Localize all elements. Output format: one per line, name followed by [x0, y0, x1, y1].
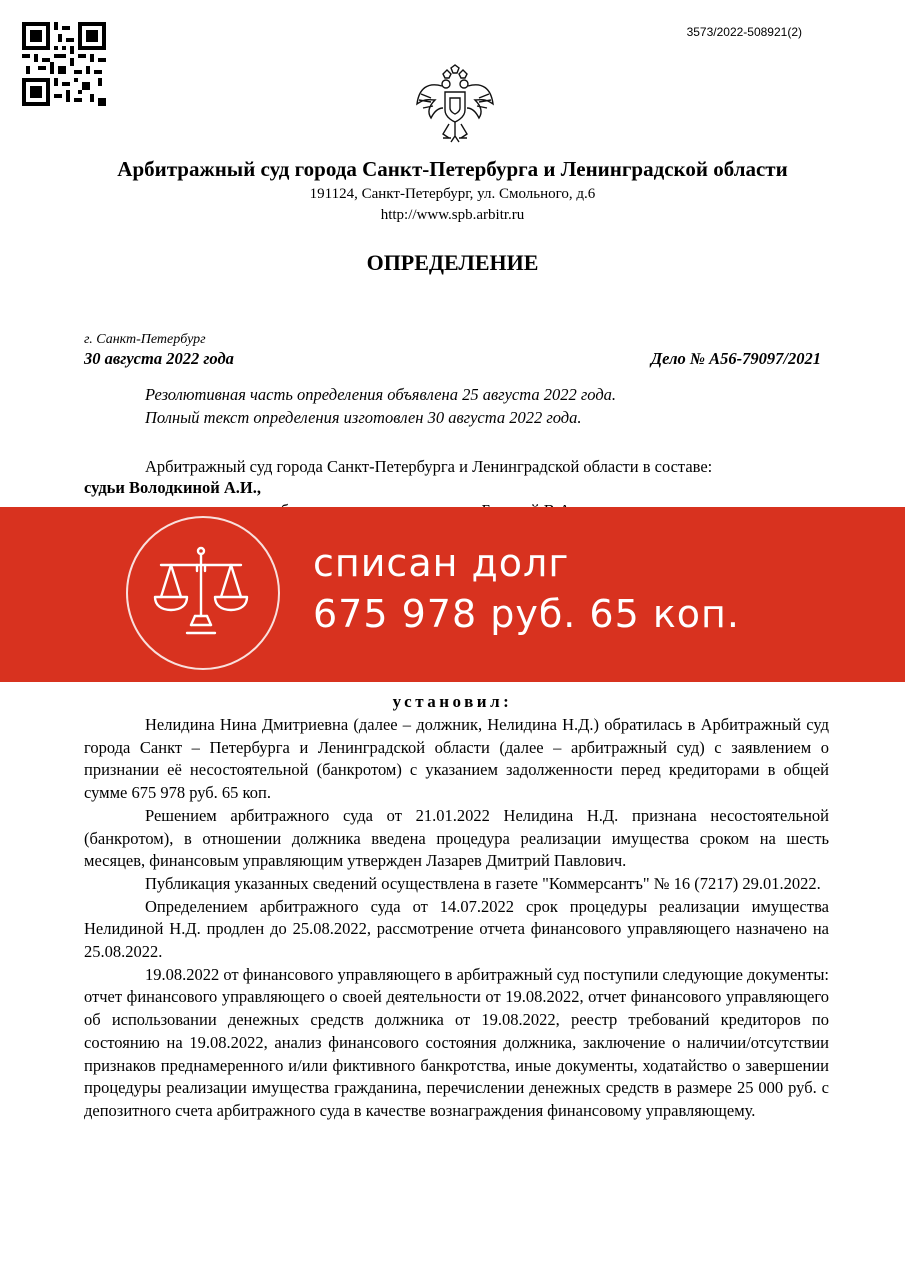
court-website: http://www.spb.arbitr.ru: [380, 207, 525, 223]
intro-line-2: Полный текст определения изготовлен 30 августа 2022 года.: [145, 408, 582, 427]
intro-block: [145, 383, 785, 429]
banner-debt-amount: 675 978 руб. 65 коп.: [313, 592, 740, 636]
paragraph: Публикация указанных сведений осуществлена в газете "Коммерсантъ" № 16 (7217) 29.01.2022.: [145, 873, 821, 893]
city: г. Санкт-Петербург: [84, 332, 206, 347]
paragraph: Нелидина Нина Дмитриевна (далее – должник, Нелидина Н.Д.) обратилась в Арбитражный суд города Санкт – Петербурга и Ленинградской области (далее – арбитражный суд) с заявлением о признании её несостоятельной (банкротом) с указанием задолженности перед кредиторами в общей сумме 675 978 руб. 65 коп.: [84, 715, 829, 803]
intro-line-1: Резолютивная часть определения объявлена 25 августа 2022 года.: [145, 385, 617, 404]
banner-line-1: списан долг: [313, 541, 570, 585]
body-text: [84, 714, 829, 1123]
court-name: Арбитражный суд города Санкт-Петербурга и Ленинградской области: [117, 157, 788, 181]
section-heading: установил:: [392, 692, 513, 711]
qr-code: [22, 22, 106, 106]
paragraph: Решением арбитражного суда от 21.01.2022 Нелидина Н.Д. признана несостоятельной (банкротом), в отношении должника введена процедура реализации имущества сроком на шесть месяцев, финансовым управляющим утвержден Лазарев Дмитрий Павлович.: [84, 805, 829, 871]
paragraph: Определением арбитражного суда от 14.07.2022 срок процедуры реализации имущества Нелидиной Н.Д. продлен до 25.08.2022, рассмотрение отчета финансового управляющего назначено на 25.08.2022.: [84, 896, 829, 962]
court-address: 191124, Санкт-Петербург, ул. Смольного, д.6: [309, 186, 596, 202]
document-id: 3573/2022-508921(2): [686, 25, 802, 39]
decision-date: 30 августа 2022 года: [84, 349, 234, 368]
document-title: ОПРЕДЕЛЕНИЕ: [366, 250, 539, 275]
paragraph: 19.08.2022 от финансового управляющего в арбитражный суд поступили следующие документы: отчет финансового управляющего о своей деятельности от 19.08.2022, отчет финансового управляющего об использовании денежных средств должника от 19.08.2022, реестр требований кредиторов по состоянию на 19.08.2022, анализ финансового состояния должника, заключение о наличии/отсутствии признаков преднамеренного и/или фиктивного банкротства, иные документы, ходатайство о завершении процедуры реализации имущества гражданина, перечислении денежных средств в размере 25 000 руб. с депозитного счета арбитражного суда в качестве вознаграждения финансовому управляющему.: [84, 964, 829, 1120]
case-number: Дело № А56-79097/2021: [650, 349, 821, 368]
composition-line: Арбитражный суд города Санкт-Петербурга и Ленинградской области в составе:: [145, 457, 713, 476]
scales-icon: [153, 545, 249, 637]
coat-of-arms-icon: [413, 64, 497, 148]
judge-name: судьи Володкиной А.И.,: [84, 478, 261, 497]
